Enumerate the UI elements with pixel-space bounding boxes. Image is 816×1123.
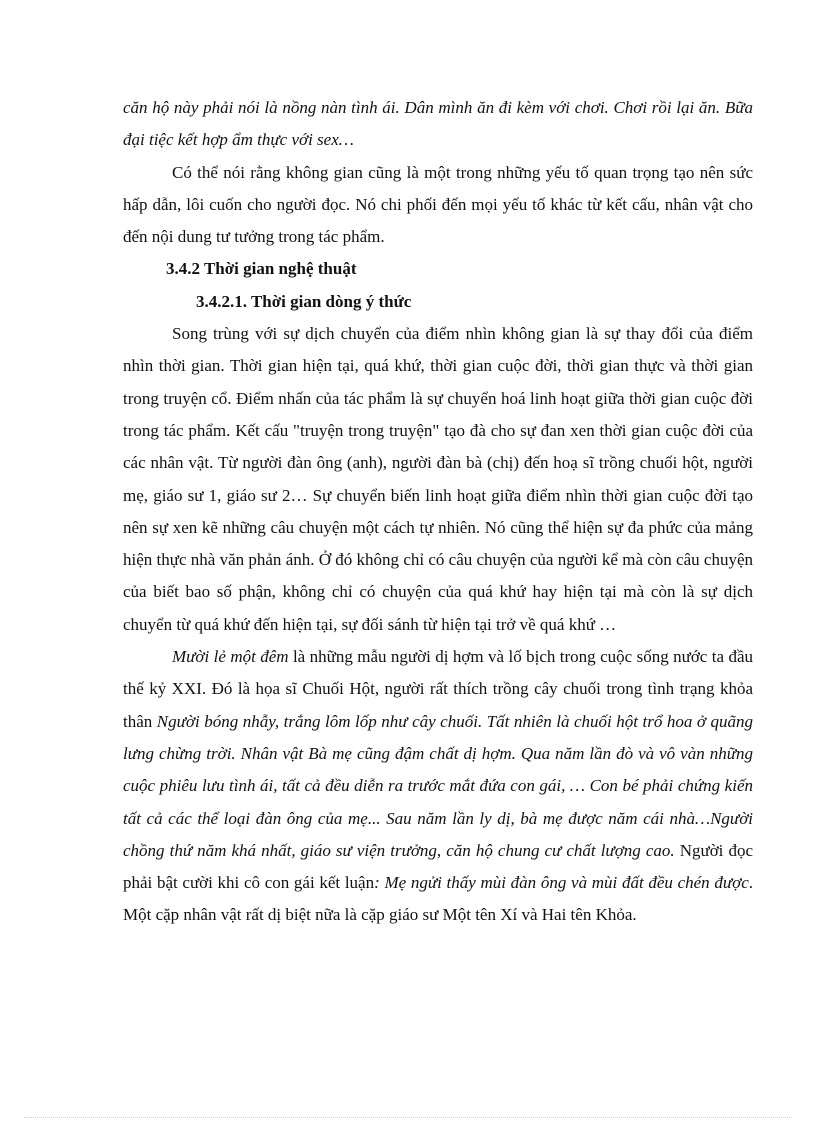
section-heading-3-4-2-1: 3.4.2.1. Thời gian dòng ý thức (196, 291, 412, 311)
section-heading-3-4-2: 3.4.2 Thời gian nghệ thuật (166, 259, 357, 279)
body-text: Có thể nói rằng không gian cũng là một trong những yếu tố quan trọng tạo nên sức hấp dẫn, lôi cuốn cho người đọc. Nó chi phối đến mọi yếu tố khác từ kết cấu, nhân vật cho đến nội dung tư tưởng trong tác phẩm. (123, 162, 753, 247)
body-text: . Một cặp nhân vật rất dị biệt nữa là cặp giáo sư Một tên Xí và Hai tên Khỏa. (123, 873, 753, 925)
body-text: Người đọc phải bật cười khi cô con gái kết luận (123, 840, 754, 893)
paragraph-2 (123, 157, 753, 254)
document-body (123, 92, 753, 932)
italic-text: căn hộ này phải nói là nồng nàn tình ái. Dân mình ăn đi kèm với chơi. Chơi rồi lại ăn. Bữa đại tiệc kết hợp ẩm thực với sex… (123, 98, 753, 150)
page-bottom-divider (24, 1117, 792, 1118)
italic-text: : Mẹ ngửi thấy mùi đàn ông và mùi đất đều chén được (374, 873, 749, 893)
body-text: Song trùng với sự dịch chuyển của điểm nhìn không gian là sự thay đổi của điểm nhìn thời gian. Thời gian hiện tại, quá khứ, thời gian cuộc đời, thời gian thực và thời gian trong truyện cổ. Điểm nhấn của tác phẩm là sự chuyển hoá linh hoạt giữa thời gian cuộc đời trong tác phẩm. Kết cấu "truyện trong truyện" tạo đà cho sự đan xen thời gian cuộc đời của các nhân vật. Từ người đàn ông (anh), người đàn bà (chị) đến hoạ sĩ trồng chuối hột, người mẹ, giáo sư 1, giáo sư 2… Sự chuyển biến linh hoạt giữa điểm nhìn thời gian cuộc đời tạo nên sự xen kẽ những câu chuyện một cách tự nhiên. Nó cũng thể hiện sự đa phức của mảng hiện thực nhà văn phản ánh. Ở đó không chỉ có câu chuyện của người kể mà còn câu chuyện của biết bao số phận, không chỉ có chuyện của quá khứ hay hiện tại mà còn là sự dịch chuyển từ quá khứ đến hiện tại, sự đối sánh từ hiện tại trở về quá khứ … (123, 324, 753, 634)
italic-text: Mười lẻ một đêm (172, 647, 289, 667)
paragraph-3 (123, 318, 753, 641)
body-text: là những mẫu người dị hợm và lố bịch trong cuộc sống nước ta đầu thế kỷ XXI. Đó là họa sĩ Chuối Hột, người rất thích trồng cây chuối trong tình trạng khỏa thân (123, 647, 753, 731)
italic-text: Người bóng nhẫy, trắng lôm lốp như cây chuối. Tất nhiên là chuối hột trổ hoa ở quãng lưng chừng trời. Nhân vật Bà mẹ cũng đậm chất dị hợm. Qua năm lần đò và vô vàn những cuộc phiêu lưu tình ái, tất cả đều diễn ra trước mắt đứa con gái, … Con bé phải chứng kiến tất cả các thể loại đàn ông của mẹ... Sau năm lần ly dị, bà mẹ được năm cái nhà…Người chồng thứ năm khá nhất, giáo sư viện trưởng, căn hộ chung cư chất lượng cao. (123, 711, 753, 860)
paragraph-1 (123, 92, 753, 157)
paragraph-4 (123, 641, 753, 932)
